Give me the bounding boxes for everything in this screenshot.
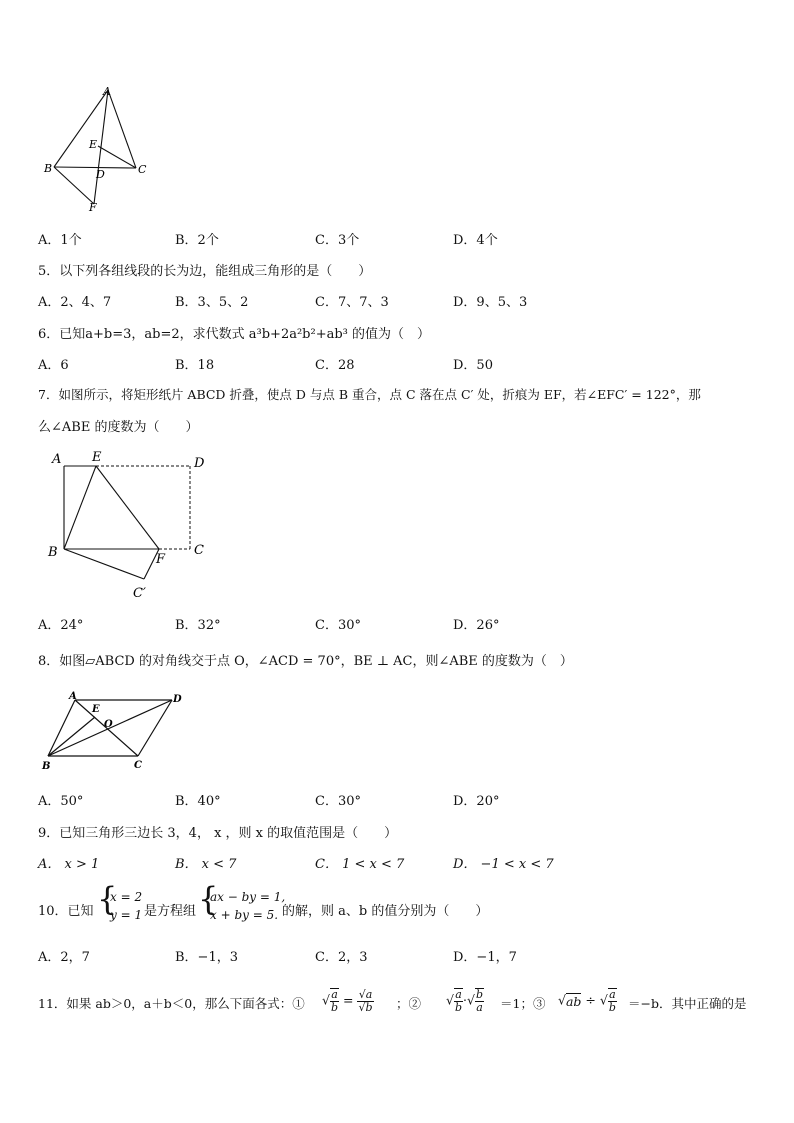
q9-options xyxy=(38,853,598,871)
q6-option-d[interactable]: D．50 xyxy=(453,358,493,373)
q4-option-b[interactable]: B．2个 xyxy=(175,233,219,248)
q9-stem: 9．已知三角形三边长 3，4， x ，则 x 的取值范围是（ ） xyxy=(38,826,398,841)
q8-label-e: E xyxy=(92,704,100,715)
q4-option-a[interactable]: A．1个 xyxy=(38,233,82,248)
q5-stem: 5．以下列各组线段的长为边，能组成三角形的是（ ） xyxy=(38,264,372,279)
q7-label-d: D xyxy=(194,456,205,471)
q9-option-a[interactable]: A． x > 1 xyxy=(38,857,100,872)
q4-label-b: B xyxy=(44,162,53,175)
q7-option-b[interactable]: B．32° xyxy=(175,618,221,633)
q11-suffix: ＝−b．其中正确的是 xyxy=(628,996,747,1011)
q11-eq1: ＝1；③ xyxy=(500,996,546,1011)
q8-label-o: O xyxy=(104,719,113,730)
q6-option-c[interactable]: C．28 xyxy=(315,358,355,373)
q10-solution-brace: { xyxy=(97,880,118,918)
q8-stem: 8．如图▱ABCD 的对角线交于点 O，∠ACD = 70°，BE ⊥ AC，则∠ABE 的度数为（ ） xyxy=(38,654,573,669)
q11-equals: = xyxy=(343,992,354,1008)
q5-option-b[interactable]: B．3、5、2 xyxy=(175,295,249,310)
q7-label-a: A xyxy=(52,452,62,467)
q11-g2-numerator: b xyxy=(475,988,484,1001)
q5-option-a[interactable]: A．2、4、7 xyxy=(38,295,112,310)
q7-option-d[interactable]: D．26° xyxy=(453,618,500,633)
q10-solution xyxy=(110,888,142,924)
q8-parallelogram-figure xyxy=(40,690,185,774)
q7-label-b: B xyxy=(48,545,58,560)
q7-label-f: F xyxy=(156,552,166,567)
q7-stem-line1: 7．如图所示，将矩形纸片 ABCD 折叠，使点 D 与点 B 重合，点 C 落在点 C′ 处，折痕为 EF，若∠EFC′ = 122°，那 xyxy=(38,387,701,402)
q6-options xyxy=(38,354,598,372)
q7-rectangle-fold-figure xyxy=(42,446,217,604)
sqrt-icon: √ xyxy=(599,992,608,1008)
q6-option-a[interactable]: A．6 xyxy=(38,358,69,373)
q11-expr3 xyxy=(558,988,617,1014)
q7-option-a[interactable]: A．24° xyxy=(38,618,84,633)
q9-option-b[interactable]: B． x < 7 xyxy=(175,857,237,872)
q8-label-b: B xyxy=(42,761,51,772)
q10-option-b[interactable]: B．−1，3 xyxy=(175,950,238,965)
q11-line xyxy=(38,988,758,1028)
q10-solution-x: x = 2 xyxy=(110,890,143,904)
q10-option-a[interactable]: A．2，7 xyxy=(38,950,90,965)
q10-solution-y: y = 1 xyxy=(110,908,143,922)
q10-equation-2: x + by = 5. xyxy=(210,908,279,922)
q11-f1-denominator: b xyxy=(330,1001,339,1014)
q11-sep: ；② xyxy=(396,996,422,1011)
sqrt-icon: √ xyxy=(446,992,454,1008)
q5-option-d[interactable]: D．9、5、3 xyxy=(453,295,528,310)
q11-f1-numerator: a xyxy=(331,988,338,1001)
sqrt-icon: √ xyxy=(558,992,566,1008)
q4-option-d[interactable]: D．4个 xyxy=(453,233,498,248)
q11-g1-denominator: b xyxy=(454,1001,463,1014)
q9-option-d[interactable]: D． −1 < x < 7 xyxy=(453,857,554,872)
q10-system xyxy=(210,888,285,924)
q11-div: ÷ xyxy=(585,992,596,1008)
q8-option-a[interactable]: A．50° xyxy=(38,794,84,809)
q9-option-c[interactable]: C． 1 < x < 7 xyxy=(315,857,405,872)
q11-f2-numerator: √a xyxy=(358,987,373,1001)
q10-option-c[interactable]: C．2，3 xyxy=(315,950,368,965)
q11-expr2 xyxy=(446,988,484,1014)
q8-option-d[interactable]: D．20° xyxy=(453,794,500,809)
q8-option-c[interactable]: C．30° xyxy=(315,794,361,809)
sqrt-icon: √ xyxy=(322,992,330,1008)
q11-expr1 xyxy=(322,988,374,1014)
q8-option-b[interactable]: B．40° xyxy=(175,794,221,809)
q10-suffix: 的解，则 a、b 的值分别为（ ） xyxy=(282,904,489,919)
q6-stem: 6．已知a+b=3，ab=2，求代数式 a³b+2a²b²+ab³ 的值为（ ） xyxy=(38,327,431,342)
q11-prefix: 11．如果 ab＞0，a＋b＜0，那么下面各式：① xyxy=(38,996,305,1011)
q11-f2-denominator: √b xyxy=(358,1000,373,1014)
q4-options xyxy=(38,229,598,247)
q4-label-f: F xyxy=(89,201,97,212)
q11-g1-numerator: a xyxy=(455,988,462,1001)
q5-option-c[interactable]: C．7、7、3 xyxy=(315,295,389,310)
q10-mid: 是方程组 xyxy=(144,904,197,919)
q4-label-e: E xyxy=(89,138,98,151)
q4-option-c[interactable]: C．3个 xyxy=(315,233,360,248)
q10-equation-1: ax − by = 1, xyxy=(210,890,286,904)
q4-triangle-figure xyxy=(40,84,155,212)
q8-options xyxy=(38,790,598,808)
q7-label-c-prime: C′ xyxy=(133,586,146,601)
q11-h2-denominator: b xyxy=(608,1001,616,1014)
q4-label-c: C xyxy=(138,163,147,176)
q8-label-c: C xyxy=(134,760,142,771)
q7-stem-line2: 么∠ABE 的度数为（ ） xyxy=(38,420,199,435)
sqrt-icon: √ xyxy=(467,992,475,1008)
q7-options xyxy=(38,614,598,632)
q7-option-c[interactable]: C．30° xyxy=(315,618,361,633)
q7-label-e: E xyxy=(92,450,102,465)
q10-prefix: 10．已知 xyxy=(38,904,94,919)
q10-system-brace: { xyxy=(198,880,219,918)
q10-option-d[interactable]: D．−1，7 xyxy=(453,950,517,965)
q4-label-d: D xyxy=(96,168,105,181)
q11-dot: · xyxy=(463,992,467,1008)
q11-h2-numerator: a xyxy=(609,988,616,1001)
q11-g2-denominator: a xyxy=(476,1001,483,1014)
q11-h1: ab xyxy=(565,994,582,1009)
q6-option-b[interactable]: B．18 xyxy=(175,358,215,373)
q8-label-a: A xyxy=(69,691,77,702)
q8-label-d: D xyxy=(173,694,182,705)
q5-options xyxy=(38,291,598,309)
q10-options xyxy=(38,946,598,964)
q4-label-a: A xyxy=(103,85,111,98)
q7-label-c: C xyxy=(194,543,204,558)
